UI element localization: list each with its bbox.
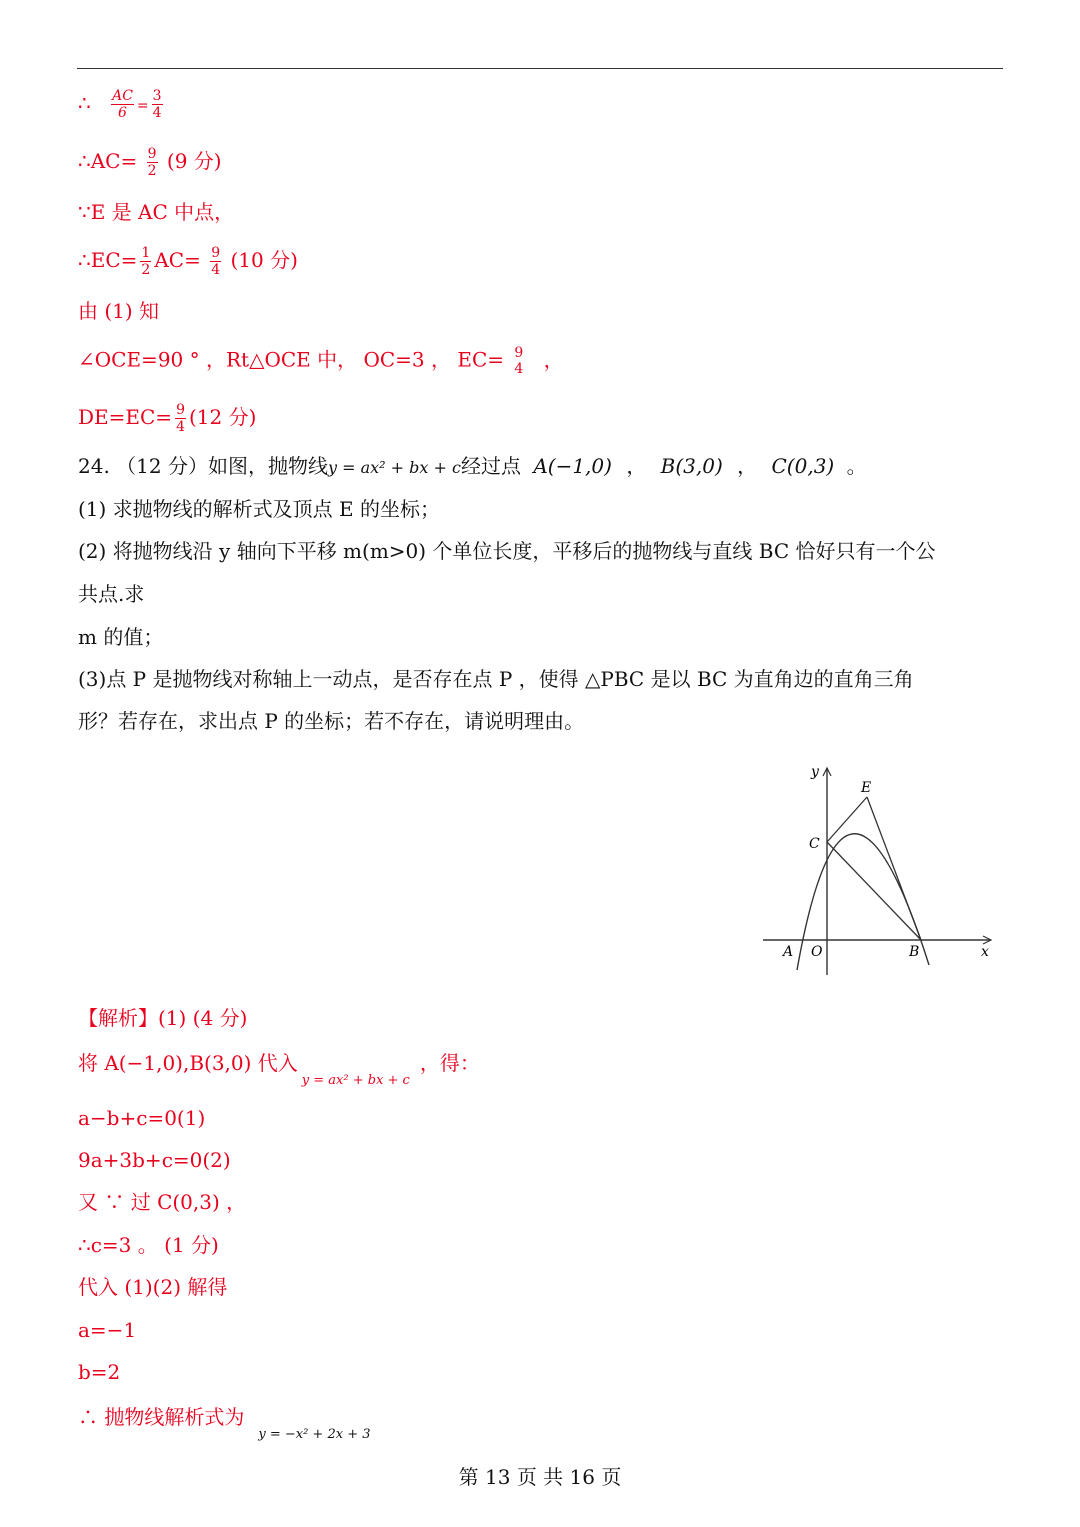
parabola-figure — [755, 760, 1000, 980]
header-rule — [77, 68, 1003, 69]
parabola-equation: y = ax² + bx + c — [327, 458, 461, 477]
point-c: C(0,3) — [771, 454, 835, 478]
vertex-e-label: E — [861, 780, 872, 796]
problem-24-heading: 24. （12 分）如图，抛物线y = ax² + bx + c经过点 A(−1,0) ， B(3,0) ， C(0,3) 。 — [78, 454, 867, 478]
page-footer: 第 13 页 共 16 页 — [458, 1465, 622, 1489]
point-a: A(−1,0) — [533, 454, 612, 478]
question-2-line-3: m 的值； — [78, 625, 164, 649]
ratio-left-fraction: $\frac{AC}{6}$ — [112, 88, 133, 121]
question-1: (1) 求抛物线的解析式及顶点 E 的坐标； — [78, 497, 441, 521]
b-value: b=2 — [78, 1360, 121, 1384]
point-a-label: A — [783, 944, 794, 960]
ec-line: ∴EC= $\frac{1}{2}$ AC= $\frac{9}{4}$ (10 分) — [78, 245, 298, 278]
ratio-right-fraction: $\frac{3}{4}$ — [152, 88, 162, 121]
a-value: a=−1 — [78, 1318, 137, 1342]
through-c-line: 又 ∵ 过 C(0,3) ， — [78, 1190, 247, 1214]
therefore-symbol: ∴ — [78, 91, 91, 115]
ec-fraction: $\frac{9}{4}$ — [211, 245, 221, 278]
point-b-label: B — [909, 944, 920, 960]
angle-ec-fraction: 9 4 — [514, 345, 524, 377]
angle-line: ∠OCE=90 ° ，Rt△OCE 中， OC=3 ， EC= 9 4 ， — [78, 345, 564, 377]
segment-eb — [867, 797, 921, 940]
question-3-line-1: (3)点 P 是抛物线对称轴上一动点，是否存在点 P ，使得 △PBC 是以 BC 为直角边的直角三角 — [78, 667, 914, 691]
equation-1: a−b+c=0(1) — [78, 1106, 206, 1130]
analysis-title: 【解析】(1) (4 分) — [78, 1006, 248, 1030]
result-line: ∴ 抛物线解析式为$_{y = -x^2 + 2x + 3}$ — [78, 1405, 371, 1442]
origin-label: O — [811, 944, 823, 960]
ac-fraction: $\frac{9}{2}$ — [147, 146, 157, 179]
result-equation: y = −x² + 2x + 3 — [258, 1427, 371, 1442]
ratio-line: ∴ $\frac{AC}{6}$ = $\frac{3}{4}$ — [78, 88, 162, 121]
ac-line: ∴AC= $\frac{9}{2}$ (9 分) — [78, 146, 222, 179]
solve-line: 代入 (1)(2) 解得 — [78, 1275, 228, 1299]
x-axis-label: x — [981, 944, 989, 960]
half-fraction: $\frac{1}{2}$ — [141, 245, 151, 278]
substitute-equation: y = ax² + bx + c — [301, 1073, 410, 1088]
substitute-line: 将 A(−1,0),B(3,0) 代入$_{y = ax^2 + bx + c}$，得： — [78, 1051, 480, 1088]
de-fraction: $\frac{9}{4}$ — [176, 402, 185, 435]
de-line: DE=EC= $\frac{9}{4}$ (12 分) — [78, 402, 257, 435]
question-2-line-2: 共点.求 — [78, 582, 145, 606]
c-value-line: ∴c=3 。 (1 分) — [78, 1233, 219, 1257]
equation-2: 9a+3b+c=0(2) — [78, 1148, 231, 1172]
question-2-line-1: (2) 将抛物线沿 y 轴向下平移 m(m>0) 个单位长度，平移后的抛物线与直线 BC 恰好只有一个公 — [78, 539, 936, 563]
question-3-line-2: 形？若存在，求出点 P 的坐标；若不存在，请说明理由。 — [78, 709, 585, 733]
y-axis-label: y — [811, 764, 819, 780]
e-midpoint-line: ∵E 是 AC 中点， — [78, 200, 235, 224]
segment-cb — [827, 842, 921, 940]
point-b: B(3,0) — [660, 454, 723, 478]
from-part1-line: 由 (1) 知 — [78, 299, 160, 323]
point-c-label: C — [809, 836, 820, 852]
